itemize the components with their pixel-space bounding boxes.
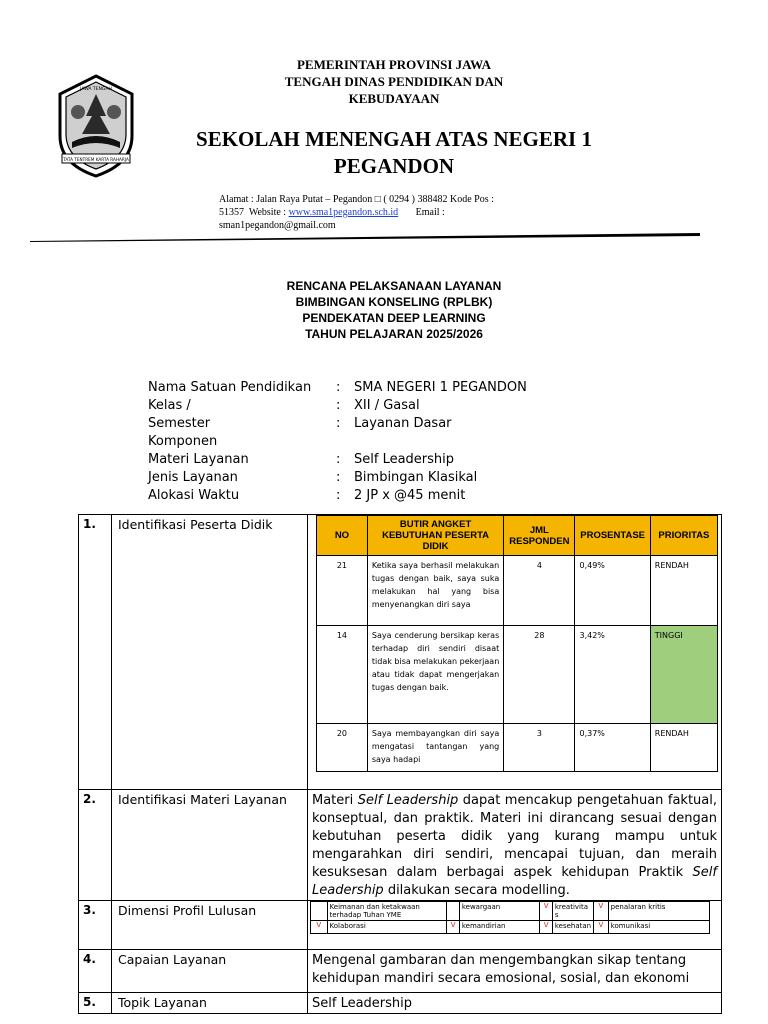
dimension-label: kesehatan: [552, 921, 593, 934]
identity-label: Nama Satuan Pendidikan: [148, 380, 312, 395]
table-row: [317, 626, 718, 724]
identity-label: Komponen: [148, 434, 218, 449]
dimension-label: komunikasi: [608, 921, 709, 934]
header-percentage: PROSENTASE: [575, 516, 650, 556]
profile-dimensions-table: [310, 901, 710, 934]
dimension-check: V: [540, 921, 552, 934]
section-label: Topik Layanan: [112, 993, 308, 1014]
section-row-1: [79, 515, 722, 790]
header-item: BUTIR ANGKET KEBUTUHAN PESERTA DIDIK: [367, 516, 503, 556]
identity-colon: :: [336, 488, 341, 503]
capaian-text: Mengenal gambaran dan mengembangkan sikap tentang kehidupan mandiri secara emosional, sosial, dan ekonomi: [312, 953, 690, 986]
section-label: Identifikasi Peserta Didik: [112, 515, 308, 790]
table-row: [317, 724, 718, 772]
section-row-3: [79, 901, 722, 950]
identity-label: Semester: [148, 416, 211, 431]
address-line-1: Alamat : Jalan Raya Putat – Pegandon □ ( 0294 ) 388482 Kode Pos :: [219, 194, 494, 205]
document-title: [200, 278, 588, 342]
section-row-2: [79, 790, 722, 901]
identity-value: 2 JP x @45 menit: [354, 488, 466, 503]
identity-colon: :: [336, 470, 341, 485]
needs-survey-table: [316, 515, 718, 772]
dimension-row: [311, 921, 710, 934]
section-number: 3.: [79, 901, 112, 950]
identity-value: XII / Gasal: [354, 398, 420, 413]
section-number: 5.: [79, 993, 112, 1014]
plan-table: [78, 514, 722, 1014]
dimension-check: [447, 902, 459, 921]
address-postal: 51357 Website :: [219, 207, 289, 218]
dimension-check: [311, 902, 328, 921]
dimension-check: V: [540, 902, 552, 921]
gov-line-3: KEBUDAYAAN: [348, 91, 440, 106]
dimension-label: Kolaborasi: [327, 921, 447, 934]
section-content: [308, 993, 722, 1014]
government-header: [240, 56, 548, 107]
identity-value: Bimbingan Klasikal: [354, 470, 478, 485]
identity-value: Layanan Dasar: [354, 416, 452, 431]
dimension-check: V: [594, 902, 608, 921]
row-item: Saya membayangkan diri saya mengatasi tantangan yang saya hadapi: [367, 724, 503, 772]
section-row-5: [79, 993, 722, 1014]
materi-italic-2: Self Leadership: [312, 865, 717, 898]
email-address: sman1pegandon@gmail.com: [219, 220, 336, 231]
identity-colon: :: [336, 380, 341, 395]
dimension-label: kreativitas: [552, 902, 593, 921]
section-content: [308, 515, 722, 790]
section-row-4: [79, 950, 722, 993]
section-number: 2.: [79, 790, 112, 901]
survey-header-row: [317, 516, 718, 556]
section-number: 4.: [79, 950, 112, 993]
dimension-label: kewargaan: [459, 902, 540, 921]
school-address: [219, 193, 559, 232]
section-content: [308, 950, 722, 993]
school-name: [160, 126, 628, 180]
section-content: [308, 901, 722, 950]
row-priority: RENDAH: [650, 724, 717, 772]
materi-text-1: Materi: [312, 793, 358, 808]
identity-value: SMA NEGERI 1 PEGANDON: [354, 380, 527, 395]
row-percentage: 0,49%: [575, 556, 650, 626]
email-label: Email :: [398, 207, 445, 218]
row-priority: TINGGI: [650, 626, 717, 724]
row-item: Ketika saya berhasil melakukan tugas dengan baik, saya suka melakukan hal yang bisa menyenangkan diri saya: [367, 556, 503, 626]
school-line-1: SEKOLAH MENENGAH ATAS NEGERI 1: [196, 127, 592, 151]
row-no: 14: [317, 626, 368, 724]
identity-label: Kelas /: [148, 398, 191, 413]
row-respondents: 4: [504, 556, 575, 626]
row-no: 21: [317, 556, 368, 626]
row-no: 20: [317, 724, 368, 772]
topik-text: Self Leadership: [312, 996, 413, 1011]
row-item: Saya cenderung bersikap keras terhadap diri sendiri disaat tidak bisa melakukan pekerjaan atau tidak dapat mengerjakan tugas dengan baik.: [367, 626, 503, 724]
identity-colon: :: [336, 398, 341, 413]
row-percentage: 3,42%: [575, 626, 650, 724]
logo-banner-text: TATA TENTREM KARTA RAHARJA: [63, 157, 129, 162]
dimension-label: kemandirian: [459, 921, 540, 934]
section-label: Dimensi Profil Lulusan: [112, 901, 308, 950]
header-priority: PRIORITAS: [650, 516, 717, 556]
identity-label: Alokasi Waktu: [148, 488, 240, 503]
dimension-label: Keimanan dan ketakwaan terhadap Tuhan YME: [327, 902, 447, 921]
table-row: [317, 556, 718, 626]
dimension-check: V: [447, 921, 459, 934]
identity-label: Jenis Layanan: [148, 470, 238, 485]
identity-colon: :: [336, 452, 341, 467]
materi-text-3: dilakukan secara modelling.: [383, 883, 570, 898]
gov-line-1: PEMERINTAH PROVINSI JAWA: [296, 57, 492, 72]
section-number: 1.: [79, 515, 112, 790]
provincial-emblem-logo: [52, 72, 140, 180]
materi-text-2: dapat mencakup pengetahuan faktual, konseptual, dan praktik. Materi ini dirancang sesuai dengan kebutuhan peserta didik yang kurang mampu untuk mengarahkan diri sendiri, mencapai tujuan, dan meraih kesuksesan dalam berbagai aspek kehidupan Praktik: [312, 793, 717, 880]
row-percentage: 0,37%: [575, 724, 650, 772]
identity-value: Self Leadership: [354, 452, 455, 467]
row-respondents: 28: [504, 626, 575, 724]
row-priority: RENDAH: [650, 556, 717, 626]
section-label: Identifikasi Materi Layanan: [112, 790, 308, 901]
title-line-1: RENCANA PELAKSANAAN LAYANAN: [286, 279, 502, 293]
section-content: [308, 790, 722, 901]
header-respondents: JML RESPONDEN: [504, 516, 575, 556]
materi-italic-1: Self Leadership: [357, 793, 459, 808]
header-no: NO: [317, 516, 368, 556]
row-respondents: 3: [504, 724, 575, 772]
website-link[interactable]: www.sma1pegandon.sch.id: [288, 207, 399, 218]
title-line-4: TAHUN PELAJARAN 2025/2026: [305, 327, 483, 341]
logo-top-text: JAWA TENGAH: [80, 87, 112, 92]
school-line-2: PEGANDON: [333, 154, 455, 178]
dimension-check: V: [311, 921, 328, 934]
title-line-3: PENDEKATAN DEEP LEARNING: [302, 311, 486, 325]
identity-colon: :: [336, 416, 341, 431]
address-line-2: [219, 206, 559, 219]
gov-line-2: TENGAH DINAS PENDIDIKAN DAN: [284, 74, 504, 89]
materi-paragraph: [308, 790, 721, 900]
dimension-label: penalaran kritis: [608, 902, 709, 921]
dimension-check: V: [594, 921, 608, 934]
title-line-2: BIMBINGAN KONSELING (RPLBK): [295, 295, 493, 309]
letterhead-divider: [30, 231, 700, 242]
section-label: Capaian Layanan: [112, 950, 308, 993]
identity-label: Materi Layanan: [148, 452, 249, 467]
dimension-row: [311, 902, 710, 921]
